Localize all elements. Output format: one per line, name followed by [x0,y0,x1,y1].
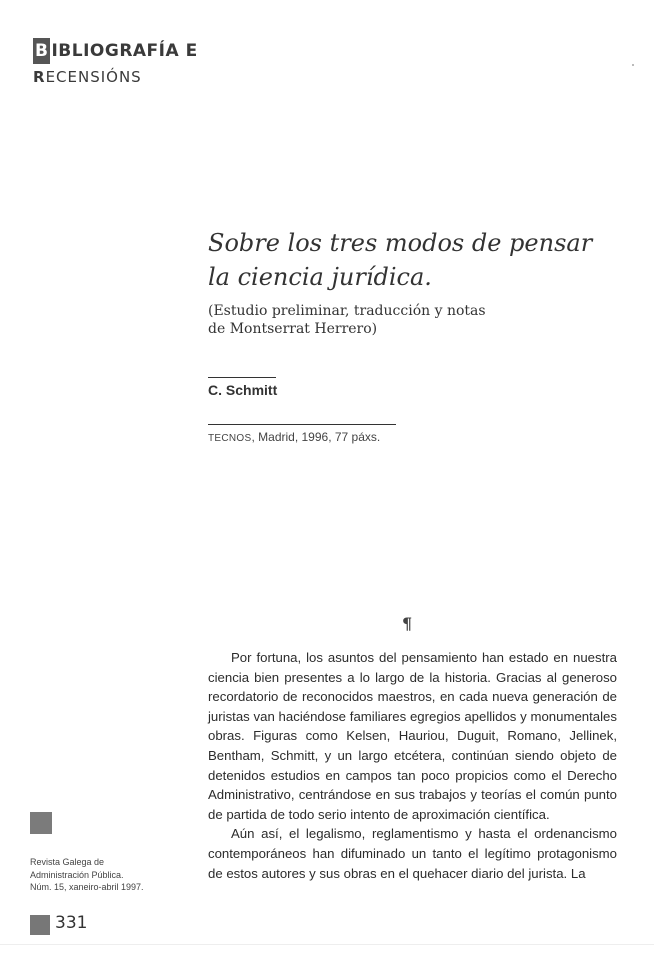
publisher-rule [208,424,396,425]
section-title-line2 [33,64,198,90]
scan-speck [632,64,634,66]
journal-citation [30,856,144,894]
publisher-name: TECNOS [208,433,252,444]
journal-line1: Revista Galega de [30,857,105,867]
section-line2-initial: R [33,68,46,86]
margin-square-icon [30,812,52,834]
publisher-info [208,430,380,444]
body-paragraph-2: Aún así, el legalismo, reglamentismo y hasta el ordenancismo contemporáneos han difuminado un tanto el legítimo protagonismo de estos autores y sus obras en el quehacer diario del jurista. La [208,826,617,881]
book-title-line1: Sobre los tres modos de pensar [208,229,593,257]
section-title-rest: IBLIOGRAFÍA E [51,41,198,61]
author-rule [208,377,276,378]
page-bottom-edge [0,944,654,945]
journal-line3: Núm. 15, xaneiro-abril 1997. [30,882,144,892]
book-subtitle [208,302,628,338]
pilcrow-icon: ¶ [402,614,413,633]
journal-line2: Administración Pública. [30,869,124,880]
page-number: 331 [55,913,88,933]
section-line2-rest: ECENSIÓNS [45,68,142,86]
review-body [208,648,617,883]
book-title-line2: la ciencia jurídica. [208,263,432,291]
section-header [33,38,198,90]
section-title-line1 [33,38,198,64]
body-paragraph-1: Por fortuna, los asuntos del pensamiento han estado en nuestra ciencia bien presentes a lo largo de la historia. Gracias al generoso recordatorio de reconocidos maestros, en cada nueva generación de juristas van haciéndose familiares egregios apellidos y monumentales obras. Figuras como Kelsen, Hauriou, Duguit, Romano, Jellinek, Bentham, Schmitt, y un largo etcétera, continúan siendo objeto de detenidos estudios en campos tan poco propicios como el Derecho Administrativo, centrándose en sus trabajos y teorías el común punto de partida de todo serio intento de aproximación científica. [208,650,617,822]
author-name: C. Schmitt [208,382,278,398]
publisher-details: , Madrid, 1996, 77 páxs. [251,430,381,444]
book-subtitle-line1: (Estudio preliminar, traducción y notas [208,303,486,319]
page-number-square-icon [30,915,50,935]
book-title [208,226,628,294]
book-subtitle-line2: de Montserrat Herrero) [208,321,378,337]
section-initial-box: B [33,38,50,64]
